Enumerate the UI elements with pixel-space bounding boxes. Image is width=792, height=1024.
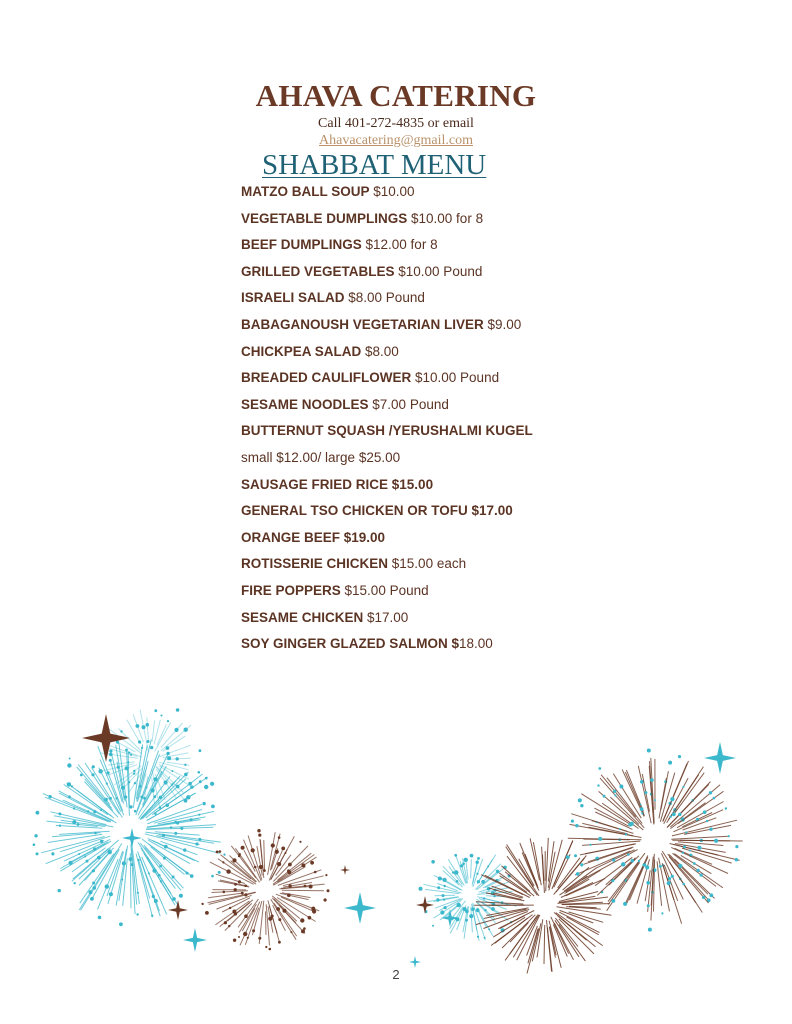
menu-list: [241, 182, 761, 661]
menu-item-name: SESAME NOODLES: [241, 396, 369, 412]
menu-item: [241, 421, 761, 448]
sparkle-star: [82, 714, 130, 762]
menu-item-price: $7.00 Pound: [368, 396, 449, 412]
sparkle-star: [344, 892, 376, 924]
menu-item-name: ISRAELI SALAD: [241, 290, 345, 306]
menu-item: [241, 262, 761, 289]
menu-item-price: $9.00: [483, 316, 522, 332]
menu-item: [241, 528, 761, 555]
menu-item-price: $8.00 Pound: [344, 290, 425, 306]
menu-item-name: MATZO BALL SOUP: [241, 184, 370, 199]
menu-item-name: BUTTERNUT SQUASH /YERUSHALMI KUGEL: [241, 423, 533, 439]
menu-item: [241, 235, 761, 262]
menu-item-price: $10.00: [369, 184, 415, 199]
menu-item-price: $19.00: [340, 529, 386, 545]
firework-burst: [474, 838, 611, 974]
sparkle-star: [168, 900, 188, 920]
menu-item-name: SESAME CHICKEN: [241, 609, 364, 625]
sparkle-star: [704, 742, 736, 774]
menu-item-name: CHICKPEA SALAD: [241, 343, 362, 359]
menu-item-name: SAUSAGE FRIED RICE: [241, 476, 389, 492]
menu-item: [241, 501, 761, 528]
menu-title: SHABBAT MENU: [262, 149, 487, 181]
menu-item-price: $17.00: [363, 609, 409, 625]
menu-item: [241, 315, 761, 342]
menu-item-price: $12.00 for 8: [361, 237, 438, 253]
menu-item: [241, 448, 761, 475]
menu-item: [241, 288, 761, 315]
menu-item: [241, 368, 761, 395]
menu-item-price: $10.00 Pound: [411, 370, 500, 386]
menu-item-price: $15.00 each: [388, 556, 467, 572]
sparkle-star: [409, 956, 421, 968]
sparkle-star: [416, 896, 434, 914]
sparkle-star: [122, 828, 142, 848]
menu-item-name: BABAGANOUSH VEGETARIAN LIVER: [241, 316, 484, 332]
menu-item-name: ORANGE BEEF: [241, 529, 341, 545]
menu-item: [241, 342, 761, 369]
firework-burst: [201, 829, 329, 950]
menu-item: [241, 395, 761, 422]
page-number: 2: [392, 967, 400, 982]
menu-item-price: small $12.00/ large $25.00: [241, 449, 401, 465]
menu-item-price: $10.00 Pound: [394, 263, 483, 279]
menu-item: [241, 634, 761, 661]
menu-item-price: $15.00: [388, 476, 434, 492]
menu-item-price: $8.00: [361, 343, 399, 359]
menu-item: [241, 554, 761, 581]
menu-item-price: $15.00 Pound: [340, 582, 429, 598]
menu-item-name: SOY GINGER GLAZED SALMON $: [241, 636, 460, 652]
business-title: AHAVA CATERING: [255, 78, 537, 113]
menu-item-name: GRILLED VEGETABLES: [241, 263, 395, 279]
menu-item-name: BEEF DUMPLINGS: [241, 237, 362, 253]
menu-item-name: FIRE POPPERS: [241, 582, 341, 598]
menu-item-price: $17.00: [467, 503, 513, 519]
sparkle-star: [183, 928, 207, 952]
menu-item: [241, 475, 761, 502]
email-link[interactable]: Ahavacatering@gmail.com: [319, 133, 473, 148]
menu-item: [241, 608, 761, 635]
menu-item: [241, 581, 761, 608]
menu-item-name: BREADED CAULIFLOWER: [241, 370, 412, 386]
contact-line: Call 401-272-4835 or email: [318, 116, 474, 131]
document-header: [0, 76, 792, 149]
sparkle-star: [340, 865, 350, 875]
menu-item: [241, 182, 761, 209]
menu-item-price: 18.00: [459, 636, 493, 652]
menu-item-name: GENERAL TSO CHICKEN OR TOFU: [241, 503, 468, 519]
menu-item: [241, 209, 761, 236]
menu-item-name: VEGETABLE DUMPLINGS: [241, 210, 408, 226]
fireworks-decoration: [0, 700, 792, 1000]
menu-item-price: $10.00 for 8: [407, 210, 484, 226]
menu-item-name: ROTISSERIE CHICKEN: [241, 556, 389, 572]
